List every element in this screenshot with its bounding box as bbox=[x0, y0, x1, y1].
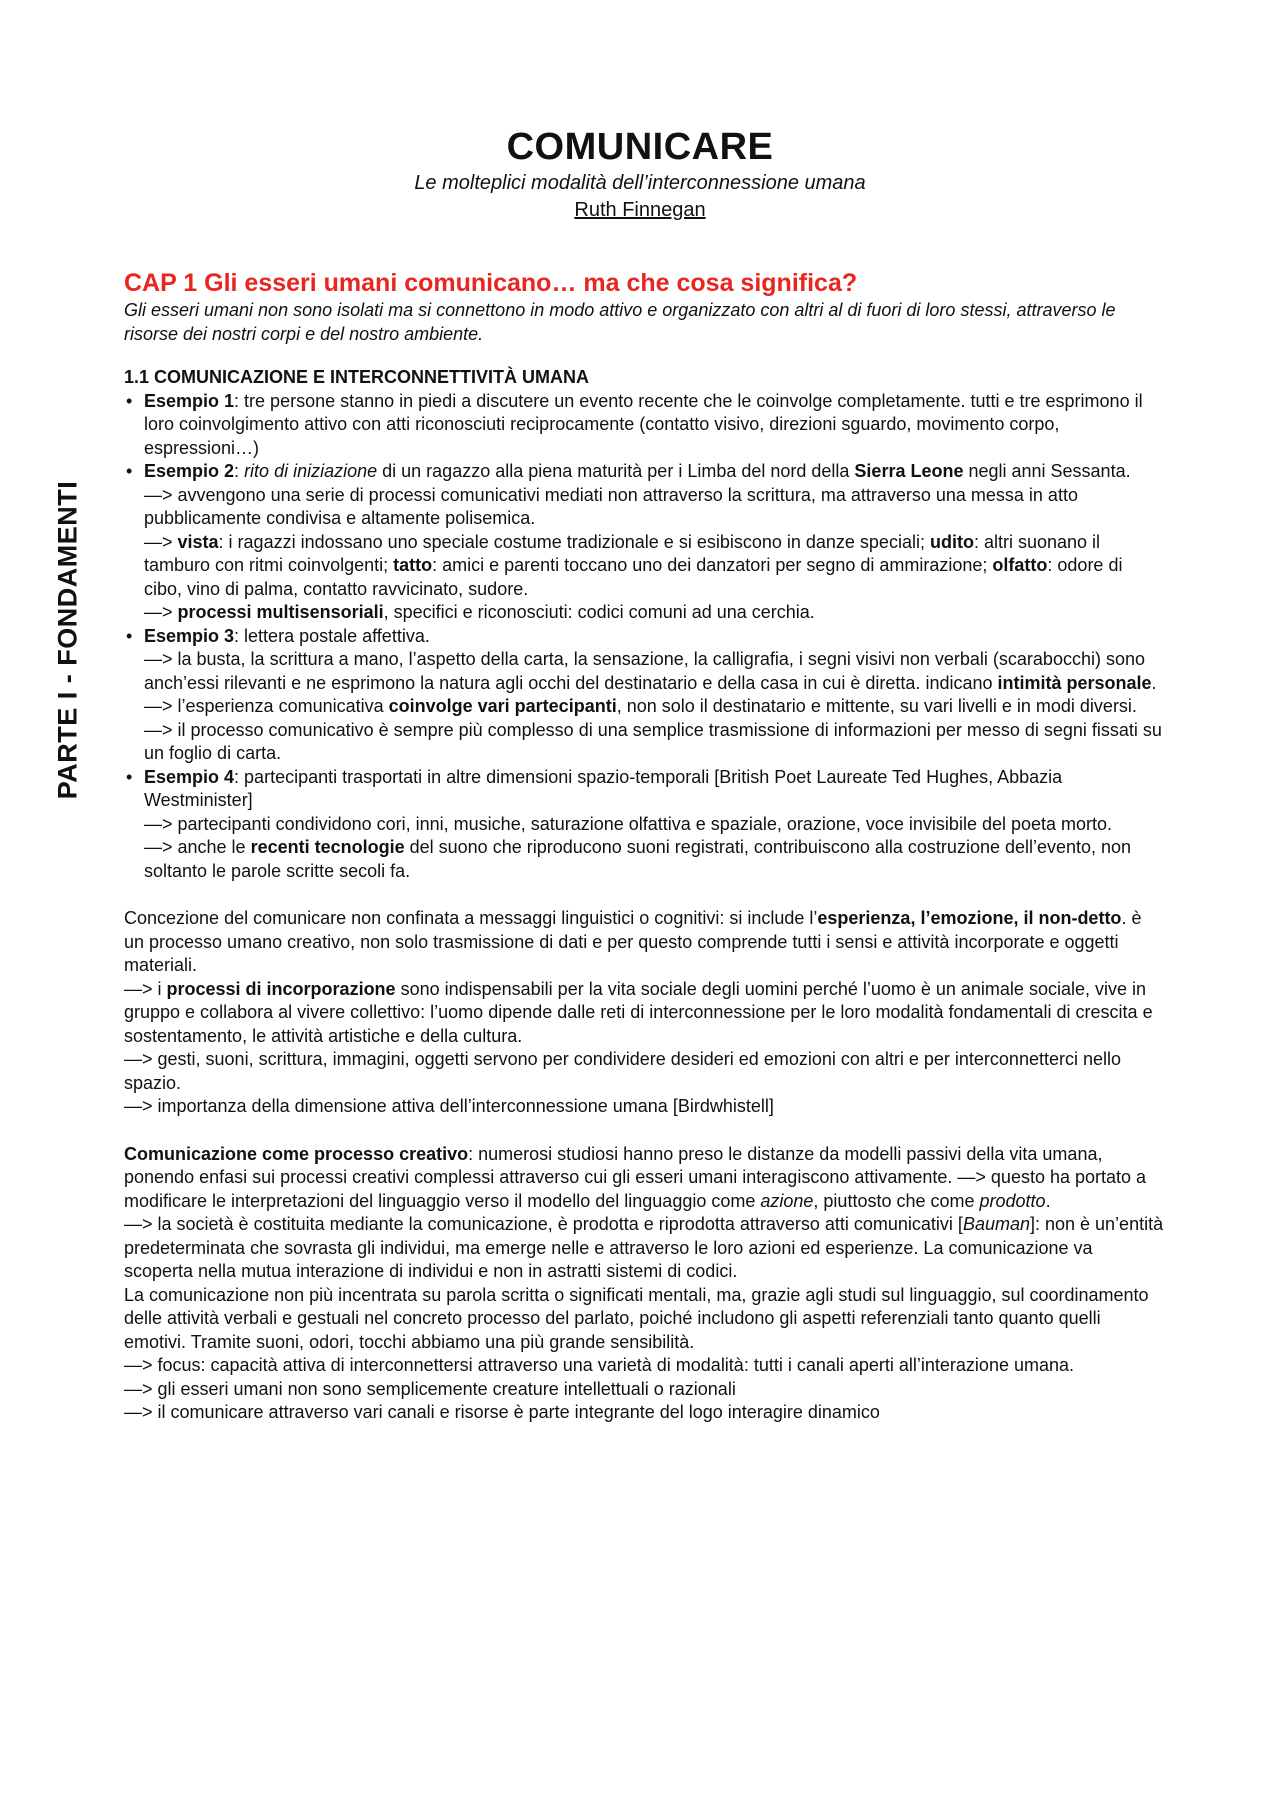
text-run: udito bbox=[929, 531, 974, 552]
text-run: del suono che riproducono suoni registrati, contribuiscono alla costruzione dell’evento, non soltanto le parole scritte secoli fa. bbox=[144, 837, 1132, 881]
text-run: : numerosi studiosi hanno preso le distanze da modelli passivi della vita umana, ponendo enfasi sui processi creativi complessi attraverso cui gli esseri umani interagiscono attivamente. —> questo ha portato a modificare le interpretazioni del linguaggio verso il modello del linguaggio come bbox=[124, 1143, 1147, 1211]
text-run: Concezione del comunicare non confinata a messaggi linguistici o cognitivi: si include l’ bbox=[124, 908, 818, 928]
example-3-conclusion: —> il processo comunicativo è sempre più complesso di una semplice trasmissione di informazioni per messo di segni fissati su un foglio di carta. bbox=[144, 719, 1162, 763]
example-3-label: Esempio 3 bbox=[144, 625, 235, 646]
document-content bbox=[124, 268, 1164, 1425]
body-paragraph bbox=[124, 978, 1164, 1049]
body-paragraph bbox=[124, 1143, 1164, 1214]
body-block-2 bbox=[124, 1143, 1164, 1425]
text-run: olfatto bbox=[992, 555, 1048, 575]
body-paragraph bbox=[124, 907, 1164, 978]
example-4-label: Esempio 4 bbox=[144, 766, 235, 787]
body-paragraph: —> il comunicare attraverso vari canali e risorse è parte integrante del logo interagire dinamico bbox=[124, 1402, 880, 1422]
example-2-note: —> avvengono una serie di processi comunicativi mediati non attraverso la scrittura, ma attraverso una messa in atto pubblicamente condivisa e altamente polisemica. bbox=[144, 484, 1078, 528]
example-3-participants bbox=[144, 695, 1164, 719]
body-paragraph: La comunicazione non più incentrata su parola scritta o significati mentali, ma, grazie agli studi sul linguaggio, sul coordinamento delle attività verbali e gestuali nel concreto processo del parlato, poiché includono gli aspetti referenziali tanto quanto quelli emotivi. Tramite suoni, odori, tocchi abbiamo una più grande sensibilità. bbox=[124, 1284, 1149, 1352]
example-3-note bbox=[144, 648, 1164, 695]
body-block-1 bbox=[124, 907, 1164, 1119]
text-run: processi di incorporazione bbox=[166, 978, 396, 999]
text-run: negli anni Sessanta. bbox=[963, 461, 1131, 481]
body-paragraph: —> gli esseri umani non sono semplicemente creature intellettuali o razionali bbox=[124, 1378, 736, 1399]
document-header bbox=[0, 124, 1280, 224]
text-run: : amici e parenti toccano uno dei danzatori per segno di ammirazione; bbox=[432, 555, 993, 575]
text-run: —> bbox=[144, 602, 178, 622]
chapter-intro: Gli esseri umani non sono isolati ma si connettono in modo attivo e organizzato con altri al di fuori di loro stessi, attraverso le risorse dei nostri corpi e del nostro ambiente. bbox=[124, 300, 1116, 344]
examples-list bbox=[124, 390, 1164, 884]
document-author: Ruth Finnegan bbox=[574, 199, 706, 221]
example-2-conclusion bbox=[144, 601, 1164, 625]
text-run: —> bbox=[144, 531, 178, 552]
text-run: Comunicazione come processo creativo bbox=[124, 1143, 469, 1164]
text-run: ]: non è un’entità predeterminata che sovrasta gli individui, ma emerge nelle e attraverso le loro azioni ed esperienze. La comunicazione va scoperta nella mutua interazione di individui e non in astratti sistemi di codici. bbox=[124, 1214, 1164, 1281]
text-run: Bauman bbox=[962, 1214, 1030, 1234]
text-run: di un ragazzo alla piena maturità per i Limba del nord della bbox=[377, 461, 855, 481]
text-run: : i ragazzi indossano uno speciale costume tradizionale e si esibiscono in danze speciali; bbox=[218, 531, 930, 552]
text-run: : partecipanti trasportati in altre dimensioni spazio-temporali [British Poet Laureate Ted Hughes, Abbazia Westminister] bbox=[144, 766, 1063, 810]
text-run: rito di iniziazione bbox=[244, 461, 378, 481]
text-run: —> anche le bbox=[144, 837, 251, 857]
text-run: , piuttosto che come bbox=[813, 1190, 980, 1211]
example-2-senses bbox=[144, 531, 1164, 602]
list-item bbox=[124, 766, 1164, 884]
text-run: : bbox=[234, 461, 245, 481]
text-run: azione bbox=[760, 1190, 814, 1211]
example-1-label: Esempio 1 bbox=[144, 390, 235, 411]
text-run: tatto bbox=[393, 555, 433, 575]
example-4-note: —> partecipanti condividono cori, inni, musiche, saturazione olfattiva e spaziale, orazione, voce invisibile del poeta morto. bbox=[144, 813, 1113, 834]
body-paragraph bbox=[124, 1213, 1164, 1284]
text-run: : altri suonano il tamburo con ritmi coinvolgenti; bbox=[144, 531, 1101, 575]
document-subtitle: Le molteplici modalità dell’interconnessione umana bbox=[414, 172, 866, 194]
text-run: : lettera postale affettiva. bbox=[234, 625, 430, 646]
text-run: processi multisensoriali bbox=[177, 602, 384, 622]
section-title: 1.1 COMUNICAZIONE E INTERCONNETTIVITÀ UMANA bbox=[124, 367, 590, 387]
text-run: —> la società è costituita mediante la comunicazione, è prodotta e riprodotta attraverso atti comunicativi [ bbox=[124, 1214, 963, 1234]
text-run: esperienza, l’emozione, il non-detto bbox=[817, 908, 1122, 928]
body-paragraph: —> focus: capacità attiva di interconnettersi attraverso una varietà di modalità: tutti i canali aperti all’interazione umana. bbox=[124, 1355, 1075, 1375]
text-run: . bbox=[1151, 672, 1157, 693]
list-item bbox=[124, 625, 1164, 766]
text-run: , non solo il destinatario e mittente, su vari livelli e in modi diversi. bbox=[616, 696, 1137, 716]
list-item bbox=[124, 460, 1164, 625]
text-run: : odore di cibo, vino di palma, contatto ravvicinato, sudore. bbox=[144, 555, 1123, 599]
text-run: prodotto bbox=[979, 1190, 1046, 1211]
text-run: recenti tecnologie bbox=[250, 837, 405, 857]
example-2-label: Esempio 2 bbox=[144, 461, 235, 481]
document-title: COMUNICARE bbox=[506, 126, 774, 168]
text-run: , specifici e riconosciuti: codici comuni ad una cerchia. bbox=[383, 602, 815, 622]
text-run: . è un processo umano creativo, non solo trasmissione di dati e per questo comprende tutti i sensi e attività incorporate e oggetti materiali. bbox=[124, 908, 1142, 975]
text-run: intimità personale bbox=[997, 672, 1152, 693]
text-run: —> la busta, la scrittura a mano, l’aspetto della carta, la sensazione, la calligrafia, i segni visivi non verbali (scarabocchi) sono anch’essi rilevanti e ne esprimono la natura agli occhi del destinatario e della casa in cui è diretta. indicano bbox=[144, 649, 1145, 693]
text-run: Sierra Leone bbox=[854, 461, 964, 481]
text-run: . bbox=[1045, 1190, 1051, 1211]
side-part-label-text: PARTE I - FONDAMENTI bbox=[52, 480, 83, 800]
text-run: —> l’esperienza comunicativa bbox=[144, 696, 389, 716]
text-run: vista bbox=[177, 531, 219, 552]
text-run: —> i bbox=[124, 978, 167, 999]
body-paragraph: —> importanza della dimensione attiva dell’interconnessione umana [Birdwhistell] bbox=[124, 1096, 774, 1116]
example-4-conclusion bbox=[144, 836, 1164, 883]
text-run: coinvolge vari partecipanti bbox=[388, 696, 617, 716]
body-paragraph: —> gesti, suoni, scrittura, immagini, oggetti servono per condividere desideri ed emozioni con altri e per interconnetterci nello spazio. bbox=[124, 1049, 1122, 1093]
example-1-text: : tre persone stanno in piedi a discutere un evento recente che le coinvolge completamente. tutti e tre esprimono il loro coinvolgimento attivo con atti riconosciuti reciprocamente (contatto visivo, direzioni sguardo, movimento corpo, espressioni…) bbox=[144, 390, 1143, 458]
list-item bbox=[124, 390, 1164, 461]
chapter-title: CAP 1 Gli esseri umani comunicano… ma che cosa significa? bbox=[124, 269, 858, 297]
text-run: sono indispensabili per la vita sociale degli uomini perché l’uomo è un animale sociale, vive in gruppo e collabora al vivere collettivo: l’uomo dipende dalle reti di interconnessione per le loro modalità fondamentali di crescita e sostentamento, le attività artistiche e della cultura. bbox=[124, 978, 1153, 1046]
